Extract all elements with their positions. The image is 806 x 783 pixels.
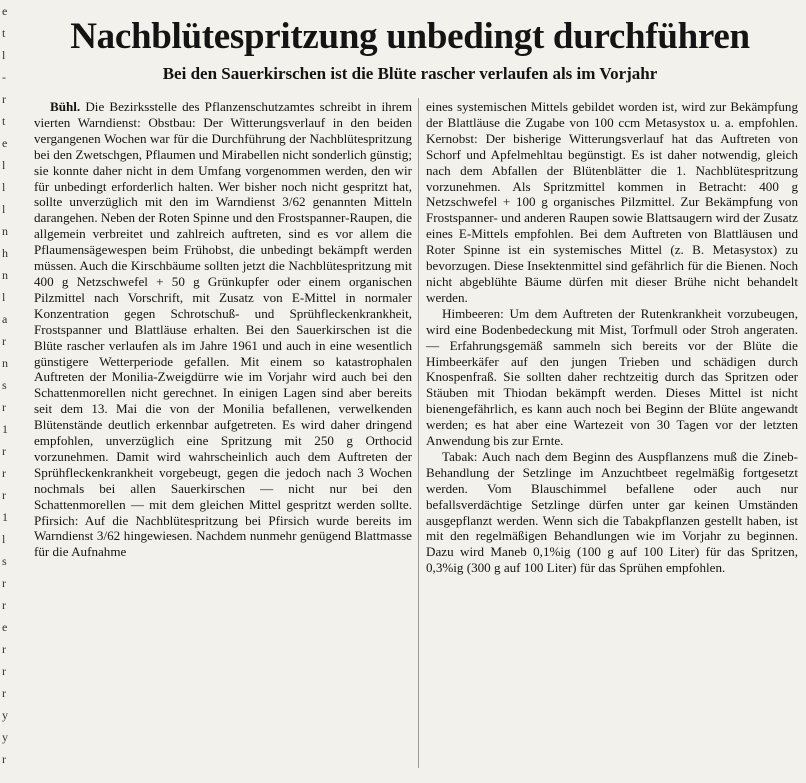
edge-letter: r <box>2 576 6 590</box>
article-paragraph: eines systemischen Mittels gebildet worden ist, wird zur Bekämpfung der Blattläuse die Zugabe von 100 ccm Metasystox u. a. empfohlen. Kernobst: Der bisherige Witterungsverlauf hat das Auftreten von Schorf und Apfelmehltau begünstigt. Es ist daher notwendig, gleich nach dem Abfallen der Blütenblätter die 1. Nachblütespritzung vorzunehmen. Als Spritzmittel kommen in Betracht: 400 g Netzschwefel + 100 g organisches Pilzmittel. Zur Bekämpfung von Frostspanner- und anderen Raupen sowie Blattsaugern wird der Zusatz eines E-Mittels empfohlen. Bei dem Auftreten von Blattläusen und Roter Spinne ist ein systemisches Mittel (z. B. Metasystox) zu bevorzugen. Diese Insektenmittel sind gefährlich für die Bienen. Noch nicht abgeblühte Bäume dürfen mit dieser Brühe nicht behandelt werden. <box>426 99 798 305</box>
edge-letter: r <box>2 488 6 502</box>
edge-letter: l <box>2 532 6 546</box>
edge-letter: e <box>2 4 8 18</box>
edge-letter: y <box>2 708 8 722</box>
edge-letter: y <box>2 730 8 744</box>
edge-letter: r <box>2 400 6 414</box>
edge-letter: s <box>2 378 7 392</box>
edge-letter: r <box>2 686 6 700</box>
edge-letter: l <box>2 48 6 62</box>
edge-letter: a <box>2 312 8 326</box>
edge-letter: r <box>2 334 6 348</box>
article-column-right <box>426 99 798 576</box>
edge-letter: 1 <box>2 510 8 524</box>
edge-letter: n <box>2 268 8 282</box>
article-headline: Nachblütespritzung unbedingt durchführen <box>70 16 750 57</box>
edge-letter: n <box>2 356 8 370</box>
article-paragraph: Tabak: Auch nach dem Beginn des Auspflanzens muß die Zineb-Behandlung der Setzlinge im Anzuchtbeet regelmäßig fortgesetzt werden. Vom Blauschimmel befallene oder auch nur befallsverdächtige Setzlinge dürfen unter gar keinen Umständen ausgepflanzt werden. Wenn sich die Tabakpflanzen gestellt haben, ist mit den regelmäßigen Behandlungen wie im Vorjahr zu beginnen. Dazu wird Maneb 0,1%ig (100 g auf 100 Liter) für das Spritzen, 0,3%ig (300 g auf 100 Liter) für das Sprühen empfohlen. <box>426 448 798 576</box>
edge-letter: r <box>2 642 6 656</box>
edge-letter: e <box>2 620 8 634</box>
edge-letter: t <box>2 26 6 40</box>
edge-letter: e <box>2 136 8 150</box>
article-paragraph: Himbeeren: Um dem Auftreten der Rutenkrankheit vorzubeugen, wird eine Bodenbedeckung mit Mist, Torfmull oder Stroh angeraten. — Erfahrungsgemäß sammeln sich bereits vor der Blüte die Himbeerkäfer auf den jungen Trieben und schädigen durch Knospenfraß. Sie sollten daher rechtzeitig durch das Spritzen oder Stäuben mit Thiodan bekämpft werden. Dieses Mittel ist nicht bienengefährlich, es kann auch noch bei Beginn der Blüte angewandt werden; es hat aber eine Wartezeit von 30 Tagen vor der letzten Anwendung bis zur Ernte. <box>426 305 798 449</box>
edge-letter: r <box>2 92 6 106</box>
edge-letter: s <box>2 554 7 568</box>
adjacent-column-fragment <box>0 0 14 783</box>
article-column-left <box>34 99 412 560</box>
article-body-text: Die Bezirksstelle des Pflanzenschutzamtes schreibt in ihrem vierten Warndienst: Obstbau: Der Witterungsverlauf in den beiden vergangenen Wochen war für die Durchführung der Nachblütespritzung bei den Zwetschgen, Pflaumen und Mirabellen nicht sonderlich günstig; sie konnte daher nicht in dem Umfang vorgenommen werden, den wir für unbedingt erforderlich halten. Wer bisher noch nicht gespritzt hat, sollte unverzüglich mit den im Warndienst 3/62 genannten Mitteln darangehen. Neben der Roten Spinne und den Frostspanner-Raupen, die allgemein verbreitet und zahlreich auftreten, sind es vor allem die Pflaumensägewespen beim Frühobst, die unbedingt bekämpft werden müssen. Auch die Kirschbäume sollten jetzt die Nachblütespritzung mit 400 g Netzschwefel + 50 g Grünkupfer oder einem organischen Pilzmittel nach Vorschrift, mit Zusatz von E-Mittel in normaler Konzentration gegen Schrotschuß- und Sprühfleckenkrankheit, Frostspanner und Blattläuse erhalten. Bei den Sauerkirschen ist die Blüte rascher verlaufen als im Jahre 1961 und auch in eine wesentlich günstigere Wetterperiode gefallen. Mit einem so katastrophalen Auftreten der Monilia-Zweigdürre wie im Vorjahr wird auch bei den Schattenmorellen nicht gerechnet. In einigen Lagen sind aber bereits seit dem 13. Mai die von der Monilia befallenen, verwelkenden Blütenstände deutlich erkennbar aufgetreten. Es wird daher dringend empfohlen, unverzüglich eine Spritzung mit 250 g Orthocid vorzunehmen. Damit wird wahrscheinlich auch dem Auftreten der Sprühfleckenkrankheit vorgebeugt, gegen die jedoch nach 3 Wochen nochmals bei allen Sauerkirschen — nicht nur bei den Schattenmorellen — mit dem gleichen Mittel gespritzt werden sollte. Pfirsich: Auf die Nachblütespritzung bei Pfirsich wurde bereits im Warndienst 3/62 hingewiesen. Nachdem nunmehr genügend Blattmasse für die Aufnahme <box>34 99 412 560</box>
edge-letter: h <box>2 246 8 260</box>
edge-letter: - <box>2 70 6 84</box>
edge-letter: n <box>2 224 8 238</box>
edge-letter: t <box>2 114 6 128</box>
edge-letter: l <box>2 180 6 194</box>
edge-letter: r <box>2 752 6 766</box>
dateline: Bühl. <box>50 99 81 114</box>
edge-letter: 1 <box>2 422 8 436</box>
edge-letter: l <box>2 202 6 216</box>
edge-letter: l <box>2 290 6 304</box>
edge-letter: r <box>2 466 6 480</box>
edge-letter: r <box>2 664 6 678</box>
article-paragraph <box>34 99 412 560</box>
edge-letter: l <box>2 158 6 172</box>
edge-letter: r <box>2 444 6 458</box>
edge-letter: r <box>2 598 6 612</box>
column-divider <box>418 98 419 768</box>
article-subheadline: Bei den Sauerkirschen ist die Blüte rascher verlaufen als im Vorjahr <box>162 64 658 83</box>
